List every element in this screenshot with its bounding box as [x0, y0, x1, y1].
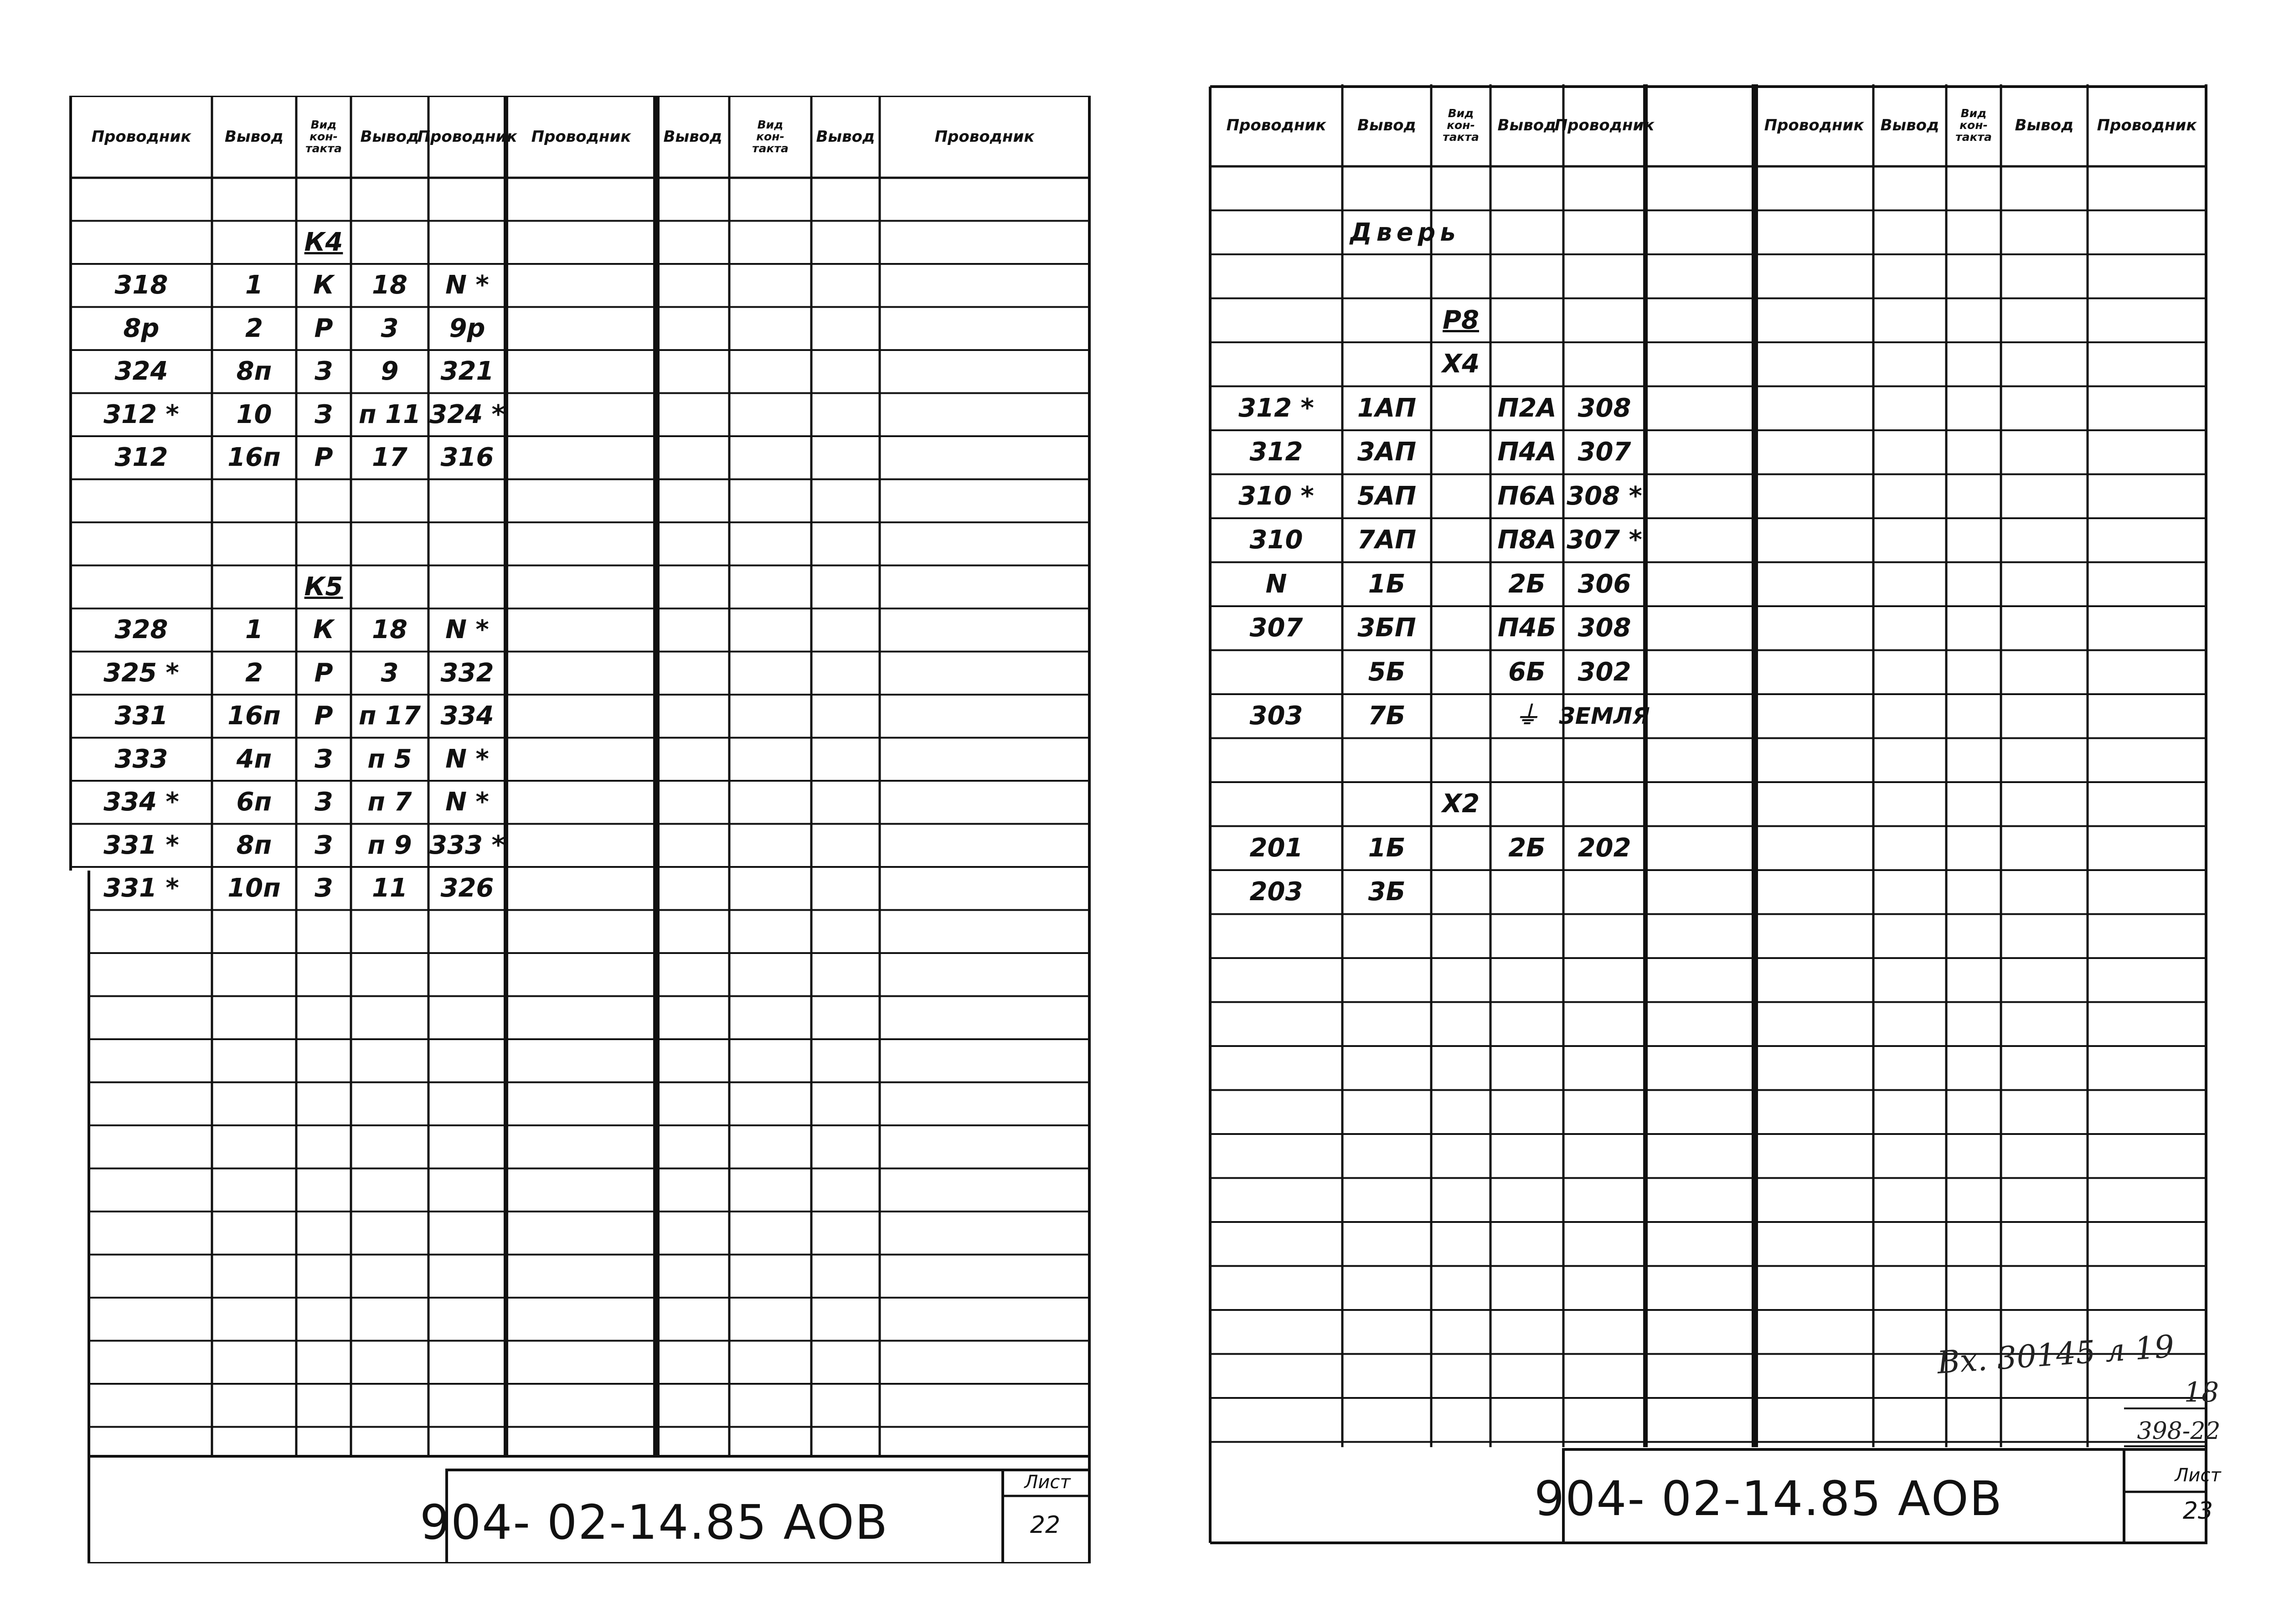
- column-header: Вывод: [1357, 116, 1416, 134]
- table-cell: 321: [440, 356, 494, 387]
- table-cell: К: [313, 615, 334, 645]
- table-cell: 324: [114, 356, 168, 387]
- sheet-number: 22: [1030, 1511, 1061, 1539]
- document-code: 904- 02-14.85 АОВ: [419, 1495, 889, 1550]
- table-cell: 1Б: [1368, 569, 1406, 599]
- table-cell: ЗЕМЛЯ: [1559, 703, 1650, 730]
- table-cell: 17: [372, 443, 407, 473]
- table-cell: 1: [245, 615, 263, 645]
- table-cell: 16п: [227, 443, 281, 473]
- table-cell: 10: [236, 399, 272, 429]
- table-cell: 5Б: [1368, 657, 1406, 687]
- table-cell: 3Б: [1368, 877, 1406, 907]
- table-cell: 18: [372, 615, 407, 645]
- table-cell: 307: [1578, 437, 1631, 467]
- table-cell: 326: [440, 873, 494, 903]
- table-cell: 308 *: [1567, 481, 1642, 511]
- table-cell: 318: [114, 270, 168, 300]
- table-cell: К: [313, 270, 334, 300]
- sheet-right: [1208, 84, 2270, 1552]
- table-cell: 307: [1249, 613, 1303, 643]
- handwritten-note: Вх. 30145 л 19: [1936, 1328, 2176, 1382]
- table-cell: 308: [1578, 393, 1631, 423]
- table-cell: 3: [381, 658, 399, 688]
- table-cell: П8А: [1497, 525, 1557, 555]
- stamp-number-top: 18: [2184, 1377, 2219, 1408]
- column-header: Проводник: [531, 128, 631, 146]
- table-cell: 312 *: [1238, 393, 1314, 423]
- table-cell: 10п: [227, 873, 281, 903]
- table-cell: 331 *: [103, 873, 179, 903]
- table-cell: З: [315, 356, 333, 387]
- table-cell: 8п: [236, 830, 272, 860]
- table-cell: 307 *: [1567, 525, 1642, 555]
- column-header: Вывод: [663, 128, 722, 146]
- sheet-left-grid: [68, 96, 1094, 1563]
- table-cell: 312: [1249, 437, 1303, 467]
- table-cell: 328: [114, 615, 168, 645]
- table-cell: 9: [381, 356, 399, 387]
- table-cell: 331 *: [103, 830, 179, 860]
- table-cell: 18: [372, 270, 407, 300]
- table-cell: З: [315, 744, 333, 774]
- table-cell: 3АП: [1357, 437, 1417, 467]
- table-cell: П4Б: [1497, 613, 1557, 643]
- table-cell: 3: [381, 313, 399, 343]
- sheet-right-grid: [1208, 84, 2270, 1552]
- table-cell: Дверь: [1350, 217, 1460, 247]
- table-cell: п 7: [367, 787, 412, 817]
- table-cell: X4: [1442, 349, 1480, 379]
- table-cell: п 5: [367, 744, 412, 774]
- table-cell: З: [315, 787, 333, 817]
- table-cell: ⏚: [1514, 701, 1540, 731]
- table-cell: 2: [245, 658, 263, 688]
- table-cell: 6п: [236, 787, 272, 817]
- table-cell: 2: [245, 313, 263, 343]
- table-cell: 310: [1249, 525, 1303, 555]
- table-cell: 6Б: [1508, 657, 1546, 687]
- table-cell: 316: [440, 443, 494, 473]
- sheet-left: [68, 96, 1094, 1563]
- table-cell: 312: [114, 443, 168, 473]
- table-cell: 2Б: [1508, 833, 1546, 863]
- column-header: Вывод: [1497, 116, 1557, 134]
- table-cell: N *: [445, 744, 489, 774]
- column-header: Вид кон- такта: [1955, 107, 1992, 144]
- table-cell: 203: [1249, 877, 1303, 907]
- column-header: Вид кон- такта: [305, 118, 342, 155]
- table-cell: п 11: [358, 399, 421, 429]
- table-cell: 201: [1249, 833, 1303, 863]
- table-cell: 334 *: [103, 787, 179, 817]
- stamp-number-bottom: 398-22: [2137, 1418, 2221, 1445]
- table-cell: N *: [445, 787, 489, 817]
- column-header: Проводник: [1226, 116, 1326, 134]
- table-cell: 303: [1249, 701, 1303, 731]
- table-cell: З: [315, 873, 333, 903]
- table-cell: 4п: [236, 744, 272, 774]
- column-header: Проводник: [91, 128, 191, 146]
- column-header: Вывод: [816, 128, 875, 146]
- table-cell: Р: [314, 658, 333, 688]
- table-cell: п 17: [358, 701, 421, 731]
- table-cell: 333 *: [429, 830, 505, 860]
- sheet-number: 23: [2182, 1497, 2213, 1525]
- table-cell: 7Б: [1368, 701, 1406, 731]
- table-cell: N *: [445, 270, 489, 300]
- table-cell: 310 *: [1238, 481, 1314, 511]
- column-header: Проводник: [2097, 116, 2197, 134]
- table-cell: 324 *: [429, 399, 505, 429]
- table-cell: 312 *: [103, 399, 179, 429]
- table-cell: 333: [114, 744, 168, 774]
- table-cell: 334: [440, 701, 494, 731]
- table-cell: 302: [1578, 657, 1631, 687]
- column-header: Проводник: [934, 128, 1035, 146]
- table-cell: N: [1265, 569, 1287, 599]
- table-cell: К5: [304, 572, 343, 602]
- table-cell: З: [315, 830, 333, 860]
- table-cell: Р: [314, 701, 333, 731]
- table-cell: 308: [1578, 613, 1631, 643]
- table-cell: 202: [1578, 833, 1631, 863]
- column-header: Вывод: [1880, 116, 1939, 134]
- table-cell: 1АП: [1357, 393, 1417, 423]
- column-header: Вид кон- такта: [752, 118, 789, 155]
- column-header: Проводник: [417, 128, 517, 146]
- table-cell: 1Б: [1368, 833, 1406, 863]
- table-cell: п 9: [367, 830, 412, 860]
- table-cell: 8п: [236, 356, 272, 387]
- table-cell: П4А: [1497, 437, 1557, 467]
- table-cell: 2Б: [1508, 569, 1546, 599]
- column-header: Вывод: [2015, 116, 2074, 134]
- column-header: Проводник: [1554, 116, 1655, 134]
- sheet-label: Лист: [1024, 1472, 1071, 1493]
- table-cell: 7АП: [1357, 525, 1417, 555]
- column-header: Вывод: [225, 128, 284, 146]
- table-cell: К4: [304, 227, 343, 257]
- table-cell: 325 *: [103, 658, 179, 688]
- table-cell: 3БП: [1357, 613, 1416, 643]
- table-cell: 16п: [227, 701, 281, 731]
- table-cell: 8р: [123, 313, 160, 343]
- table-cell: З: [315, 399, 333, 429]
- column-header: Вид кон- такта: [1443, 107, 1479, 144]
- table-cell: X2: [1442, 789, 1480, 819]
- table-cell: П2А: [1497, 393, 1557, 423]
- column-header: Проводник: [1764, 116, 1864, 134]
- table-cell: П6А: [1497, 481, 1557, 511]
- table-cell: Р: [314, 443, 333, 473]
- column-header: Вывод: [360, 128, 419, 146]
- table-cell: 306: [1578, 569, 1631, 599]
- table-cell: 11: [372, 873, 407, 903]
- table-cell: 1: [245, 270, 263, 300]
- table-cell: 5АП: [1357, 481, 1417, 511]
- document-code: 904- 02-14.85 АОВ: [1534, 1471, 2003, 1526]
- table-cell: Р: [314, 313, 333, 343]
- table-cell: 332: [440, 658, 494, 688]
- table-cell: 9р: [449, 313, 485, 343]
- table-cell: 331: [114, 701, 168, 731]
- sheet-label: Лист: [2175, 1465, 2221, 1486]
- table-cell: N *: [445, 615, 489, 645]
- table-cell: Р8: [1442, 305, 1480, 335]
